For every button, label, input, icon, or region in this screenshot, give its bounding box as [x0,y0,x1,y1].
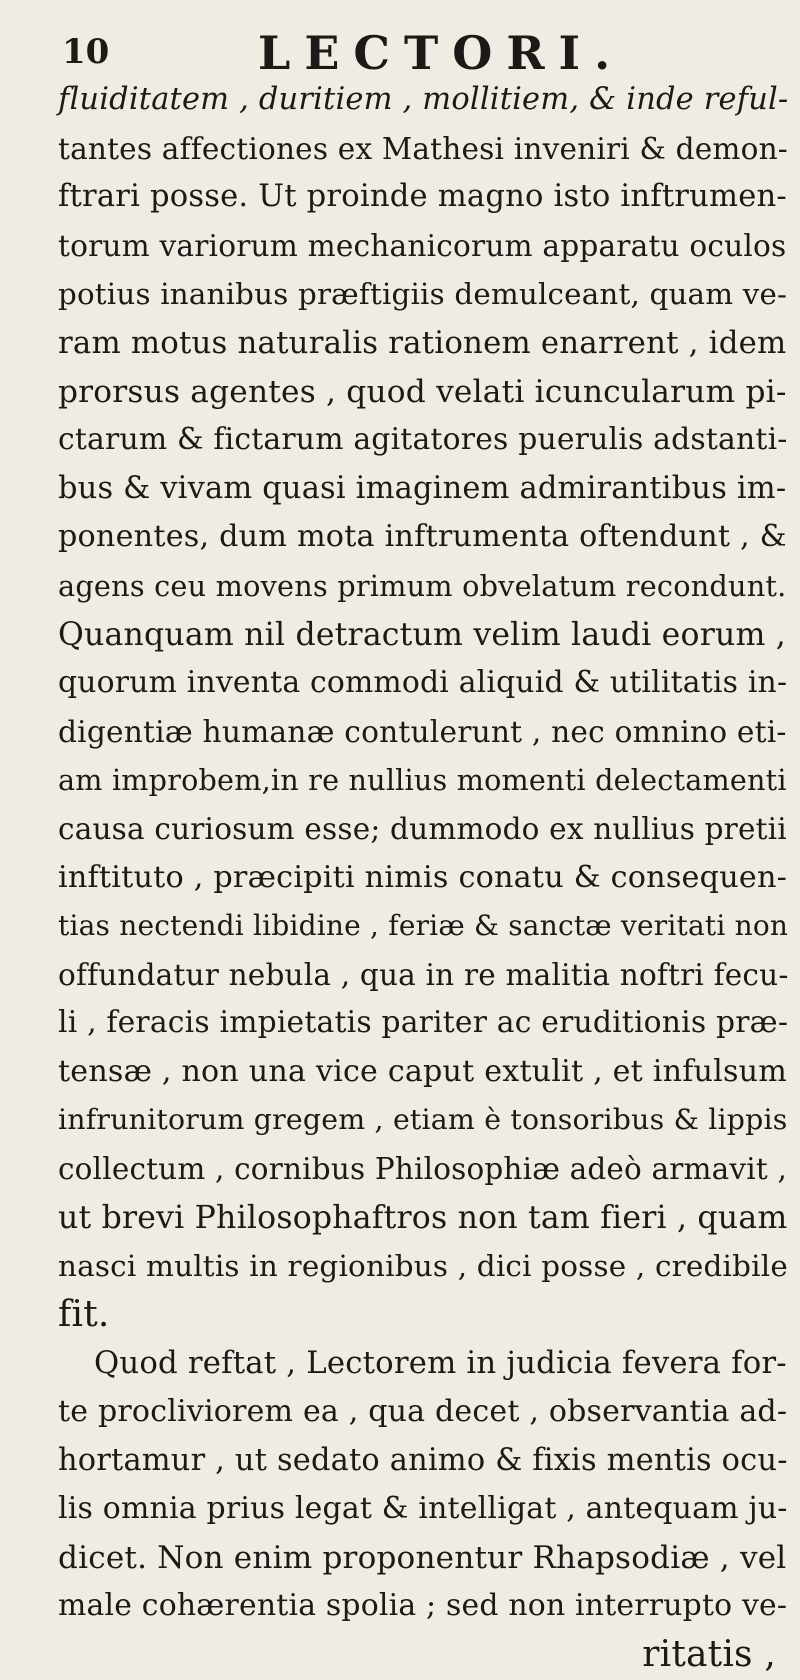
text-line: am improbem,in re nullius momenti delectamenti [58,763,787,798]
text-line: torum variorum mechanicorum apparatu oculos [58,228,787,263]
text-line: male cohærentia spolia ; sed non interrupto ve- [58,1588,788,1624]
body-text [58,76,789,1680]
text-line: tantes affectiones ex Mathesi inveniri & demon- [58,131,788,166]
text-line: digentiæ humanæ contulerunt , nec omnino eti- [58,713,787,749]
text-line: Quanquam nil detractum velim laudi eorum , [58,616,786,653]
text-line: ctarum & fictarum agitatores puerulis adstanti- [58,422,788,458]
text-line: ftrari posse. Ut proinde magno isto inftrumen- [58,179,787,215]
text-line: dicet. Non enim proponentur Rhapsodiæ , vel [58,1539,787,1576]
text-line: collectum , cornibus Philosophiæ adeò armavit , [58,1152,788,1187]
catchword: ritatis , [642,1634,776,1675]
text-line: ut brevi Philosophaftros non tam fieri , quam [58,1199,788,1236]
page-header [58,26,778,80]
text-line: inftituto , præcipiti nimis conatu & consequen- [58,859,788,895]
text-line: ram motus naturalis rationem enarrent , idem [58,324,787,361]
text-line: causa curiosum esse; dummodo ex nullius pretii [58,811,787,846]
text-line: prorsus agentes , quod velati icuncularum pi- [58,373,787,410]
text-line: potius inanibus præftigiis demulceant, quam ve- [58,277,788,312]
text-line: infrunitorum gregem , etiam è tonsoribus & lippis [58,1103,788,1137]
text-line: bus & vivam quasi imaginem admirantibus im- [58,470,787,506]
text-line: fluiditatem , duritiem , mollitiem, & inde reful- [58,82,789,117]
text-line: tensæ , non una vice caput extulit , et infulsum [58,1053,788,1089]
text-line: ponentes, dum mota inftrumenta oftendunt , & [58,519,787,555]
text-line: li , feracis impietatis pariter ac eruditionis præ- [58,1005,789,1041]
text-line: Quod reftat , Lectorem in judicia fevera for- [94,1345,787,1382]
text-line: offundatur nebula , qua in re malitia noftri fecu- [58,957,789,992]
text-line: fit. [58,1293,110,1335]
text-line: hortamur , ut sedato animo & fixis mentis ocu- [58,1442,788,1478]
page-number: 10 [62,32,110,72]
text-line: agens ceu movens primum obvelatum recondunt. [58,568,787,603]
text-line: tias nectendi libidine , feriæ & sanctæ veritati non [58,909,789,943]
text-line: lis omnia prius legat & intelligat , antequam ju- [58,1491,788,1527]
text-line: te procliviorem ea , qua decet , observantia ad- [58,1394,788,1430]
text-line: nasci multis in regionibus , dici posse , credibile [58,1249,788,1284]
text-line: quorum inventa commodi aliquid & utilitatis in- [58,665,788,701]
running-title: LECTORI. [258,26,625,80]
